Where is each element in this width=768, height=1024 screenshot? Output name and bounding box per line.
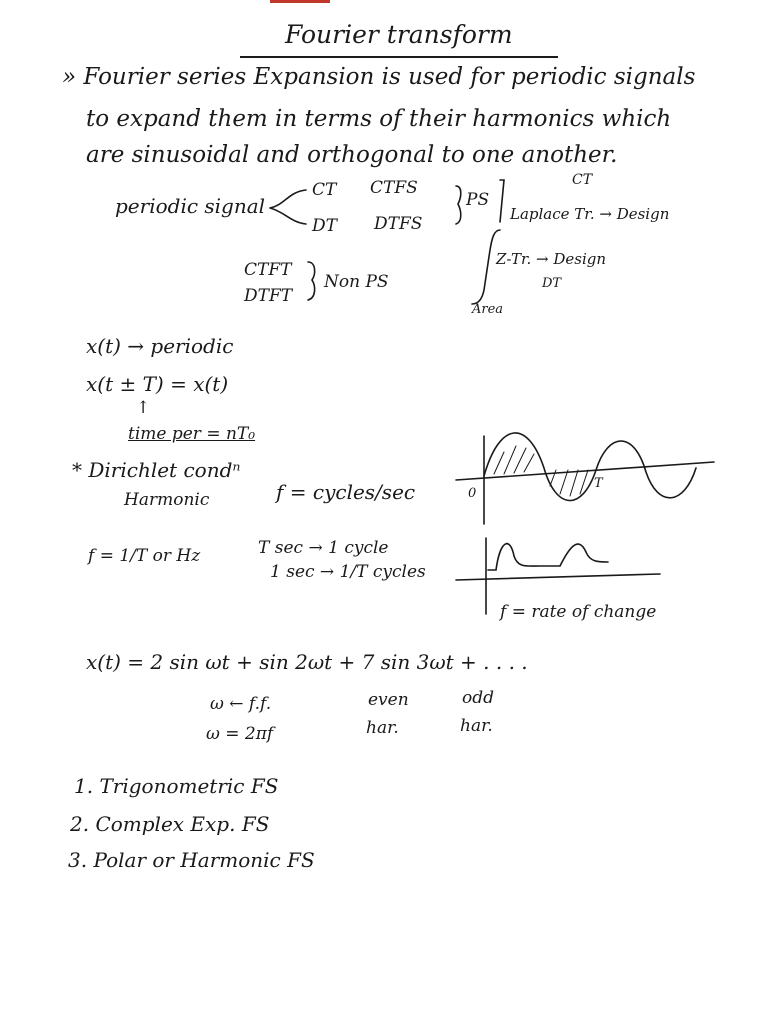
laplace-label: Laplace Tr. → Design bbox=[510, 205, 670, 223]
laplace-ct-label: CT bbox=[572, 172, 593, 188]
ctfs-label: CTFS bbox=[370, 178, 418, 198]
type-item-1: 1. Trigonometric FS bbox=[74, 774, 279, 798]
xt-periodic: x(t) → periodic bbox=[86, 334, 234, 358]
z-transform-label: Z-Tr. → Design bbox=[496, 250, 607, 268]
one-sec-cycles: 1 sec → 1/T cycles bbox=[270, 562, 426, 582]
frequency-definition: f = cycles/sec bbox=[276, 480, 416, 504]
area-label: Area bbox=[472, 302, 504, 317]
odd-label: odd bbox=[462, 688, 494, 708]
even-harmonic: har. bbox=[366, 718, 399, 738]
xt-shift: x(t ± T) = x(t) bbox=[86, 372, 229, 396]
branch-brace bbox=[270, 190, 306, 224]
sine-x-axis bbox=[456, 462, 714, 480]
ps-label: PS bbox=[466, 190, 490, 210]
dtfs-label: DTFS bbox=[374, 214, 423, 234]
ctft-label: CTFT bbox=[244, 260, 292, 280]
type-item-2: 2. Complex Exp. FS bbox=[70, 812, 270, 836]
graph-period-label: T bbox=[594, 476, 603, 491]
intro-line-3: are sinusoidal and orthogonal to one another. bbox=[86, 142, 618, 168]
up-arrow-glyph: ↑ bbox=[136, 398, 151, 418]
even-label: even bbox=[368, 690, 409, 710]
nonps-brace bbox=[308, 262, 315, 300]
frequency-formula: f = 1/T or Hz bbox=[88, 546, 201, 566]
ps-bracket bbox=[500, 180, 504, 222]
intro-line-2: to expand them in terms of their harmonics which bbox=[86, 106, 672, 132]
dirichlet-condition: * Dirichlet condⁿ bbox=[72, 458, 241, 482]
time-period: time per = nT₀ bbox=[128, 424, 256, 444]
t-sec-cycle: T sec → 1 cycle bbox=[258, 538, 389, 558]
harmonic-label: Harmonic bbox=[124, 490, 210, 510]
graph-origin-label: 0 bbox=[468, 486, 477, 501]
type-item-3: 3. Polar or Harmonic FS bbox=[68, 848, 315, 872]
omega-definition: ω = 2πf bbox=[206, 724, 274, 744]
intro-line-1: » Fourier series Expansion is used for periodic signals bbox=[62, 64, 696, 90]
sine-curve bbox=[484, 433, 696, 501]
series-equation: x(t) = 2 sin ωt + sin 2ωt + 7 sin 3ωt + . . . . bbox=[86, 650, 528, 674]
rate-of-change: f = rate of change bbox=[500, 602, 657, 622]
dt-arrow-label: DT bbox=[542, 276, 562, 291]
ps-brace bbox=[456, 186, 461, 224]
odd-harmonic: har. bbox=[460, 716, 493, 736]
periodic-signal-label: periodic signal bbox=[115, 194, 266, 218]
integral-stroke bbox=[472, 230, 500, 304]
dt-label: DT bbox=[312, 216, 337, 236]
pulse-curve bbox=[488, 544, 608, 570]
non-ps-label: Non PS bbox=[324, 272, 389, 292]
omega-ff: ω ← f.f. bbox=[210, 694, 272, 714]
dtft-label: DTFT bbox=[244, 286, 293, 306]
page-title: Fourier transform bbox=[285, 20, 513, 49]
ct-label: CT bbox=[312, 180, 337, 200]
